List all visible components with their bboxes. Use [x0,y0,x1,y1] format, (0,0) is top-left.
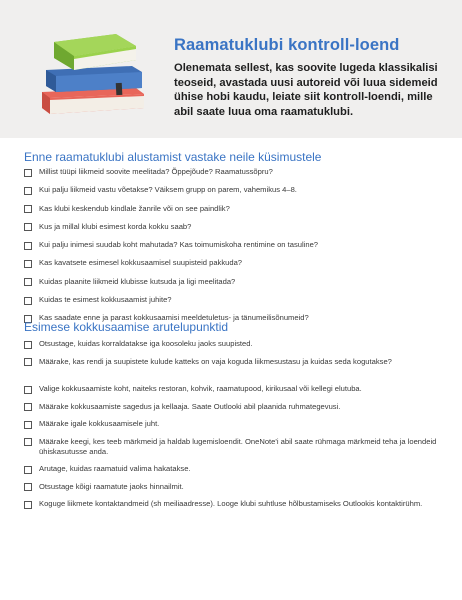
checkbox[interactable] [24,466,32,474]
list-item[interactable]: Kas klubi keskendub kindlale žanrile või on see paindlik? [24,204,444,222]
checkbox[interactable] [24,242,32,250]
section-title-questions: Enne raamatuklubi alustamist vastake neile küsimustele [24,150,322,164]
list-item[interactable]: Määrake, kas rendi ja suupistete kulude katteks on vaja koguda liikmesustasu ja kuidas seda kogutakse? [24,357,444,385]
checkbox[interactable] [24,421,32,429]
list-item[interactable]: Otsustage kõigi raamatute jaoks hinnailmit. [24,482,444,500]
list-item[interactable]: Määrake keegi, kes teeb märkmeid ja haldab lugemisloendit. OneNote'i abil saate rühmaga märkmeid teha ja loendeid ühiskasutusse anda. [24,437,444,465]
checkbox[interactable] [24,205,32,213]
list-item[interactable]: Koguge liikmete kontaktandmeid (sh meiliaadresse). Looge klubi suhtluse hõlbustamiseks Outlookis kontaktirühm. [24,499,444,521]
checkbox[interactable] [24,260,32,268]
list-item[interactable]: Kuidas te esimest kokkusaamist juhite? [24,295,444,313]
list-item[interactable]: Kas saadate enne ja parast kokkusaamisi meeldetuletus- ja tänumeilisõnumeid? [24,313,444,331]
list-item[interactable]: Kui palju inimesi suudab koht mahutada? Kas toimumiskoha rentimine on tasuline? [24,240,444,258]
checkbox[interactable] [24,297,32,305]
checkbox[interactable] [24,483,32,491]
list-item[interactable]: Määrake kokkusaamiste sagedus ja kellaaja. Saate Outlooki abil plaanida ruhmategevusi. [24,402,444,420]
list-item[interactable]: Kuidas plaanite liikmeid klubisse kutsuda ja ligi meelitada? [24,277,444,295]
header-band [0,0,462,138]
checkbox[interactable] [24,386,32,394]
checkbox[interactable] [24,278,32,286]
list-item[interactable]: Arutage, kuidas raamatuid valima hakatakse. [24,464,444,482]
checkbox[interactable] [24,358,32,366]
page-title: Raamatuklubi kontroll-loend [174,36,400,54]
questions-list [24,167,444,332]
list-item[interactable]: Otsustage, kuidas korraldatakse iga koosoleku jaoks suupisted. [24,339,444,357]
list-item[interactable]: Kus ja millal klubi esimest korda kokku saab? [24,222,444,240]
book-stack-icon [32,28,152,120]
checkbox[interactable] [24,438,32,446]
checkbox[interactable] [24,187,32,195]
intro-text: Olenemata sellest, kas soovite lugeda klassikalisi teoseid, avastada uusi autoreid või luua sidemeid ühise hobi kaudu, leiate siit kontroll-loendi, mille abil saate luua oma raamatuklubi. [174,62,438,118]
checkbox[interactable] [24,169,32,177]
section-title-discussion: Esimese kokkusaamise arutelupunktid [24,320,229,334]
checkbox[interactable] [24,501,32,509]
discussion-list [24,339,444,521]
list-item[interactable]: Kas kavatsete esimesel kokkusaamisel suupisteid pakkuda? [24,258,444,276]
list-item[interactable]: Millist tüüpi liikmeid soovite meelitada? Õppejõude? Raamatussõpru? [24,167,444,185]
list-item[interactable]: Kui palju liikmeid vastu võetakse? Väiksem grupp on parem, vahemikus 4–8. [24,185,444,203]
checkbox[interactable] [24,341,32,349]
checkbox[interactable] [24,223,32,231]
list-item[interactable]: Määrake igale kokkusaamisele juht. [24,419,444,437]
checkbox[interactable] [24,403,32,411]
list-item[interactable]: Valige kokkusaamiste koht, naiteks restoran, kohvik, raamatupood, kirikusaal või kellegi elutuba. [24,384,444,402]
